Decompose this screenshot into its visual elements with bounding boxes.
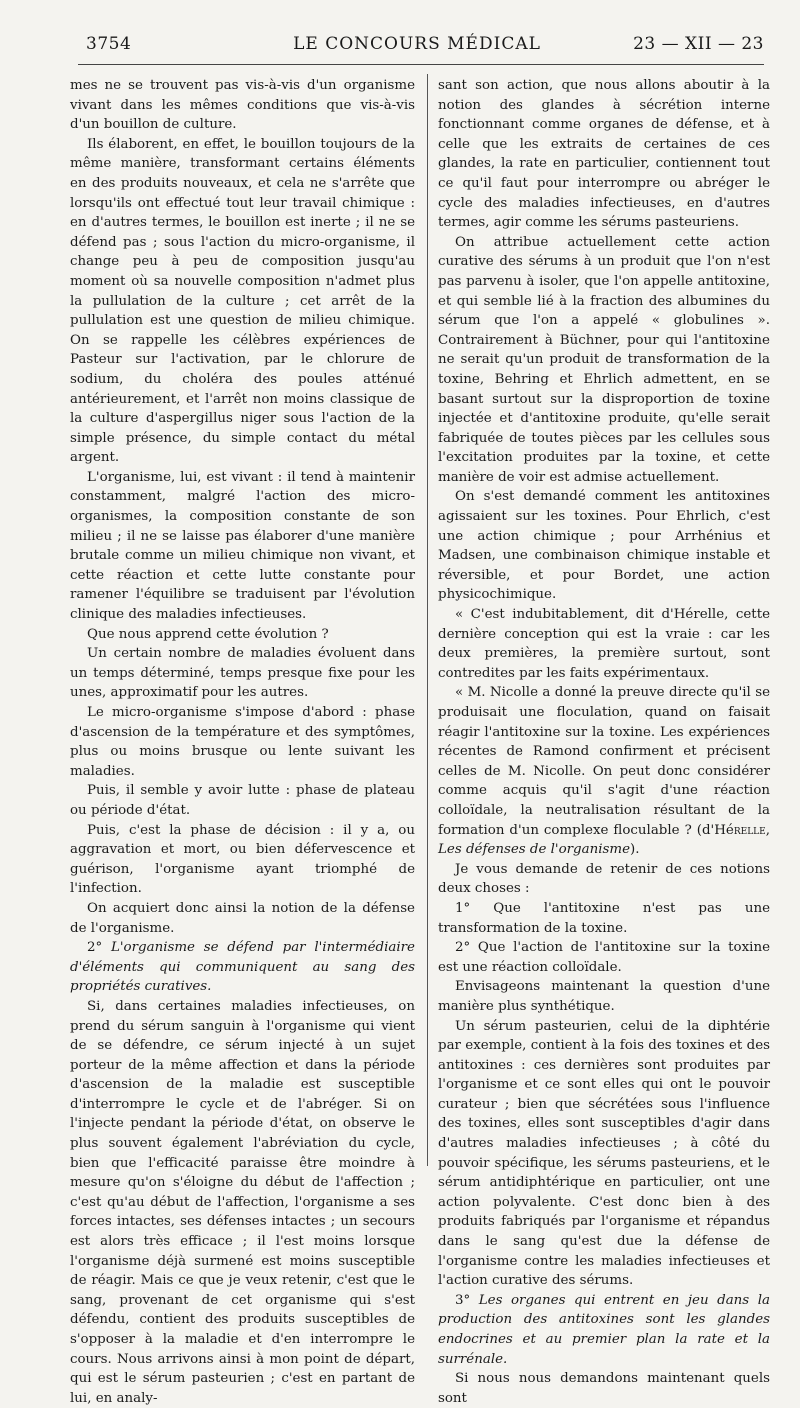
heading-text: Les organes qui entrent en jeu dans la production des antitoxines sont les glandes endocrines et au premier plan la rate et la surrénale.	[438, 1292, 770, 1367]
list-item: 1° Que l'antitoxine n'est pas une transformation de la toxine.	[438, 900, 770, 936]
heading-text: L'organisme se défend par l'intermédiaire d'éléments qui communiquent au sang des propriétés curatives.	[70, 940, 415, 995]
quote-paragraph: « M. Nicolle a donné la preuve directe qu'il se produisait une floculation, quand on faisait réagir l'antitoxine sur la toxine. Les expériences récentes de Ramond confirment et précisent celles de M. Nicolle. On peut donc considérer comme acquis qu'il s'agit d'une réaction colloïdale, la neutralisation résultant de la formation d'un complexe floculable ? (d'Hérelle, Les défenses de l'organisme).	[438, 685, 770, 858]
paragraph: Le micro-organisme s'impose d'abord : phase d'ascension de la température et des symptômes, plus ou moins brusque ou lente suivant les maladies.	[70, 705, 415, 779]
paragraph: Un certain nombre de maladies évoluent dans un temps déterminé, temps presque fixe pour les unes, approximatif pour les autres.	[70, 646, 415, 701]
paragraph: Je vous demande de retenir de ces notions deux choses :	[438, 861, 770, 897]
paragraph: Puis, c'est la phase de décision : il y a, ou aggravation et mort, ou bien défervescence et guérison, l'organisme ayant triomphé de l'infection.	[70, 822, 415, 897]
paragraph: Puis, il semble y avoir lutte : phase de plateau ou période d'état.	[70, 783, 415, 818]
paragraph: On acquiert donc ainsi la notion de la défense de l'organisme.	[70, 900, 415, 936]
heading-number: 2°	[87, 940, 103, 956]
heading-number: 3°	[455, 1292, 471, 1308]
page-header	[70, 34, 764, 64]
issue-date: 23 — XII — 23	[633, 34, 764, 54]
paragraph: Que nous apprend cette évolution ?	[87, 626, 329, 642]
header-rule	[78, 64, 764, 65]
citation-close: ).	[630, 842, 640, 858]
paragraph: Un sérum pasteurien, celui de la diphtérie par exemple, contient à la fois des toxines et des antitoxines : ces dernières sont produites par l'organisme et ce sont elles qui ont le pouvoir curateur ; bien que sécrétées sous l'influence des toxines, elles sont susceptibles d'agir dans d'autres maladies infectieuses ; à côté du pouvoir spécifique, les sérums pasteuriens, et le sérum antidiphtérique en particulier, ont une action polyvalente. C'est donc bien à des produits fabriqués par l'organisme et répandus dans le sang qu'est due la défense de l'organisme contre les maladies infectieuses et l'action curative des sérums.	[438, 1018, 770, 1289]
page-number: 3754	[86, 34, 132, 54]
column-divider	[427, 74, 428, 1166]
paragraph: « C'est indubitablement, dit d'Hérelle, cette dernière conception qui est la vraie : car les deux premières, la première surtout, sont contredites par les faits expérimentaux.	[438, 607, 770, 681]
citation-author: relle	[733, 822, 766, 838]
section-heading-2	[70, 938, 415, 997]
quote-text: « M. Nicolle a donné la preuve directe qu'il se produisait une floculation, quand on faisait réagir l'antitoxine sur la toxine. Les expériences récentes de Ramond confirment et précisent celles de M. Nicolle. On peut donc considérer comme acquis qu'il s'agit d'une réaction colloïdale, la neutralisation résultant de la formation d'un complexe floculable ?	[438, 685, 770, 838]
paragraph: On attribue actuellement cette action curative des sérums à un produit que l'on n'est pas parvenu à isoler, que l'on appelle antitoxine, et qui semble lié à la fraction des albumines du sérum que l'on a appelé « globulines ». Contrairement à Büchner, pour qui l'antitoxine ne serait qu'un produit de transformation de la toxine, Behring et Ehrlich admettent, en se basant surtout sur la disproportion de toxine injectée et d'antitoxine produite, qu'elle serait fabriquée de toutes pièces par les cellules sous l'excitation produites par la toxine, et cette manière de voir est admise actuellement.	[438, 234, 770, 485]
paragraph: L'organisme, lui, est vivant : il tend à maintenir constamment, malgré l'action des micro-organismes, la composition constante de son milieu ; il ne se laisse pas élaborer d'une manière brutale comme un milieu chimique non vivant, et cette réaction et cette lutte constante pour ramener l'équilibre se traduisent par l'évolution clinique des maladies infectieuses.	[70, 469, 415, 623]
paragraph: On s'est demandé comment les antitoxines agissaient sur les toxines. Pour Ehrlich, c'est une action chimique ; pour Arrhénius et Madsen, une combinaison chimique instable et réversible, et pour Bordet, une action physicochimique.	[438, 489, 770, 603]
journal-title: LE CONCOURS MÉDICAL	[293, 34, 541, 54]
paragraph: Envisageons maintenant la question d'une manière plus synthétique.	[438, 979, 770, 1014]
paragraph: Si, dans certaines maladies infectieuses, on prend du sérum sanguin à l'organisme qui vient de se défendre, ce sérum injecté à un sujet porteur de la même affection et dans la période d'ascension de la maladie est susceptible d'interrompre le cycle et de l'abréger. Si on l'injecte pendant la période d'état, on observe le plus souvent également l'abréviation du cycle, bien que l'efficacité paraisse être moindre à mesure qu'on s'éloigne du début de l'affection ; c'est qu'au début de l'affection, l'organisme a ses forces intactes, ses défenses intactes ; un secours est alors très efficace ; il l'est moins lorsque l'organisme déjà surmené est moins susceptible de réagir. Mais ce que je veux retenir, c'est que le sang, provenant de cet organisme qui s'est défendu, contient des produits susceptibles de s'opposer à la maladie et d'en interrompre le cours. Nous arrivons ainsi à mon point de départ, qui est le sérum pasteurien ; c'est en partant de lui, en analy-	[70, 998, 415, 1406]
right-column	[438, 76, 770, 1408]
paragraph: Si nous nous demandons maintenant quels sont	[438, 1371, 770, 1406]
citation-work: Les défenses de l'organisme	[438, 842, 631, 858]
paragraph: sant son action, que nous allons aboutir à la notion des glandes à sécrétion interne fonctionnant comme organes de défense, et à celle que les extraits de certaines de ces glandes, la rate en particulier, contiennent tout ce qu'il faut pour interrompre ou abréger le cycle des maladies infectieuses, en d'autres termes, agir comme les sérums pasteuriens.	[438, 78, 770, 231]
paragraph: Ils élaborent, en effet, le bouillon toujours de la même manière, transformant certains éléments en des produits nouveaux, et cela ne s'arrête que lorsqu'ils ont effectué tout leur travail chimique : en d'autres termes, le bouillon est inerte ; il ne se défend pas ; sous l'action du micro-organisme, il change peu à peu de composition jusqu'au moment où sa nouvelle composition n'admet plus la pullulation de la culture ; cet arrêt de la pullulation est une question de milieu chimique. On se rappelle les célèbres expériences de Pasteur sur l'activation, par le chlorure de sodium, du choléra des poules atténué antérieurement, et l'arrêt non moins classique de la culture d'aspergillus niger sous l'action de la simple présence, du simple contact du métal argent.	[70, 136, 415, 466]
left-column	[70, 76, 415, 1408]
paragraph: mes ne se trouvent pas vis-à-vis d'un organisme vivant dans les mêmes conditions que vis-à-vis d'un bouillon de culture.	[70, 78, 415, 133]
section-heading-3	[438, 1291, 770, 1369]
citation-open: (d'Hé	[696, 822, 734, 838]
list-item: 2° Que l'action de l'antitoxine sur la toxine est une réaction colloïdale.	[438, 940, 770, 975]
